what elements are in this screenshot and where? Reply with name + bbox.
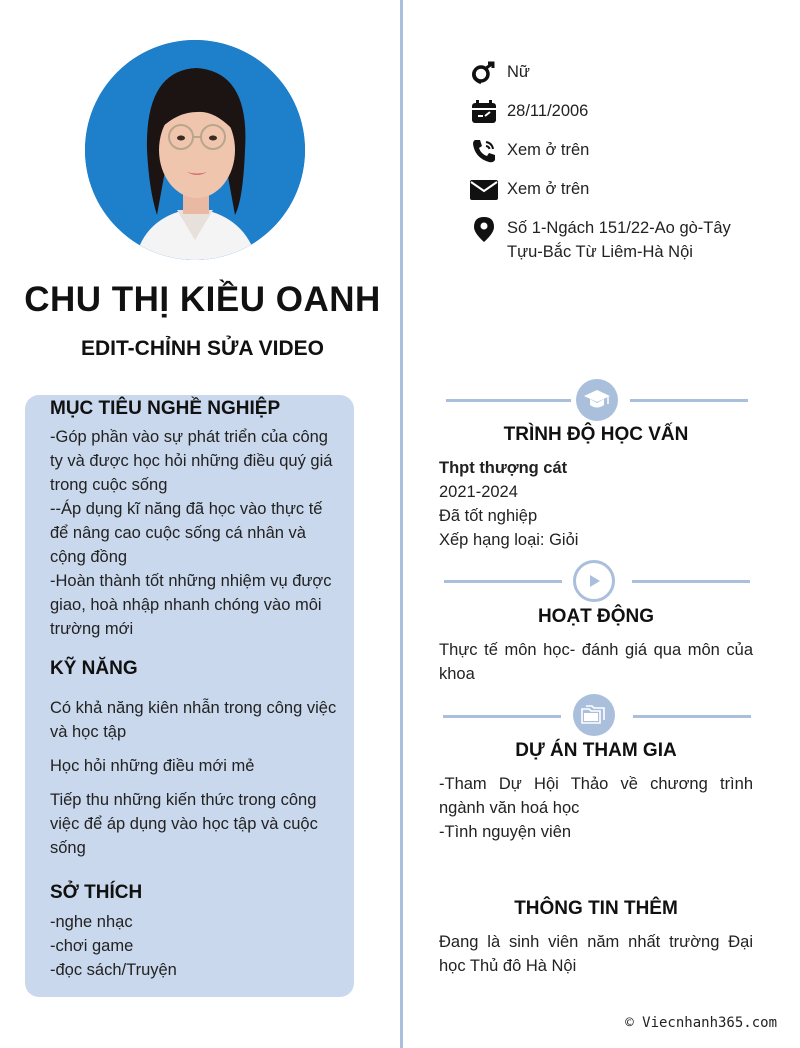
skills-title: KỸ NĂNG [50,658,138,679]
extra-line-1: Đang là sinh viên năm nhất trường Đại [439,933,753,951]
candidate-name: CHU THỊ KIỀU OANH [24,280,381,319]
address-line-2: Tựu-Bắc Từ Liêm-Hà Nội [507,243,693,261]
folders-icon [573,694,615,736]
contact-gender [470,60,757,86]
skill-line: và học tập [50,723,127,741]
extra-line-2: học Thủ đô Hà Nội [439,957,577,975]
objective-line: -Hoàn thành tốt những nhiệm vụ được [50,572,332,590]
education-divider-right [630,399,748,402]
hobby-item: -chơi game [50,937,134,955]
projects-line-1: -Tham Dự Hội Thảo về chương trình [439,775,753,793]
objective-section [50,398,339,420]
education-divider-left [446,399,571,402]
activities-title: HOẠT ĐỘNG [537,606,655,627]
education-years: 2021-2024 [439,483,518,501]
calendar-icon [470,99,498,125]
activities-line-1: Thực tế môn học- đánh giá qua môn của [439,641,753,659]
projects-divider-left [443,715,561,718]
education-rank: Xếp hạng loại: Giỏi [439,531,579,549]
objective-line: --Áp dụng kĩ năng đã học vào thực tế [50,500,323,518]
skill-line: Tiếp thu những kiến thức trong công [50,791,317,809]
skills-body [50,696,339,860]
email-text: Xem ở trên [507,180,590,198]
education-status: Đã tốt nghiệp [439,507,538,525]
activities-body [439,638,753,686]
education-title: TRÌNH ĐỘ HỌC VẤN [503,424,689,445]
column-divider [400,0,403,1048]
skill-line: việc để áp dụng vào học tập và cuộc [50,815,318,833]
objective-line: giao, hoà nhập nhanh chóng vào môi [50,596,322,614]
projects-divider-right [633,715,751,718]
extra-body [439,930,753,978]
portrait-photo [85,40,305,260]
extra-title: THÔNG TIN THÊM [514,898,678,919]
contact-email [470,177,757,203]
birthday-text: 28/11/2006 [507,102,589,120]
phone-icon [470,138,498,164]
hobbies-body [50,910,339,982]
objective-line: -Góp phần vào sự phát triển của công [50,428,328,446]
contact-address [470,216,757,264]
projects-body [439,772,753,844]
phone-text: Xem ở trên [507,141,590,159]
footer-watermark: © Viecnhanh365.com [625,1015,777,1031]
hobbies-title: SỞ THÍCH [50,882,143,903]
job-title: EDIT-CHỈNH SỬA VIDEO [81,337,324,360]
avatar [85,40,305,260]
hobby-item: -nghe nhạc [50,913,133,931]
address-line-1: Số 1-Ngách 151/22-Ao gò-Tây [507,219,731,237]
objective-line: ty và được học hỏi những điều quý giá [50,452,333,470]
left-info-panel [25,395,354,997]
objective-body [50,425,339,641]
objective-line: trường mới [50,620,134,638]
projects-line-3: -Tình nguyện viên [439,823,572,841]
hobby-item: -đọc sách/Truyện [50,961,177,979]
objective-line: để nâng cao cuộc sống cá nhân và [50,524,306,542]
contact-birthday [470,99,757,125]
education-body [439,456,753,552]
location-pin-icon [470,216,498,242]
gender-text: Nữ [507,63,530,81]
projects-line-2: ngành văn hoá học [439,799,580,817]
hobbies-section [50,882,339,904]
address-text [507,216,757,264]
skill-line: Có khả năng kiên nhẫn trong công việc [50,699,337,717]
skills-section [50,658,339,680]
activities-divider-right [632,580,750,583]
play-icon [573,560,615,602]
skill-line: Học hỏi những điều mới mẻ [50,757,255,775]
envelope-icon [470,177,498,203]
activities-line-2: khoa [439,665,475,683]
education-school: Thpt thượng cát [439,459,568,477]
objective-line: cộng đồng [50,548,128,566]
contact-phone [470,138,757,164]
skill-line: sống [50,839,86,857]
graduation-cap-icon [576,379,618,421]
objective-title: MỤC TIÊU NGHỀ NGHIỆP [50,398,281,419]
gender-icon [470,60,498,86]
projects-title: DỰ ÁN THAM GIA [515,740,677,761]
objective-line: trong cuộc sống [50,476,168,494]
activities-divider-left [444,580,562,583]
